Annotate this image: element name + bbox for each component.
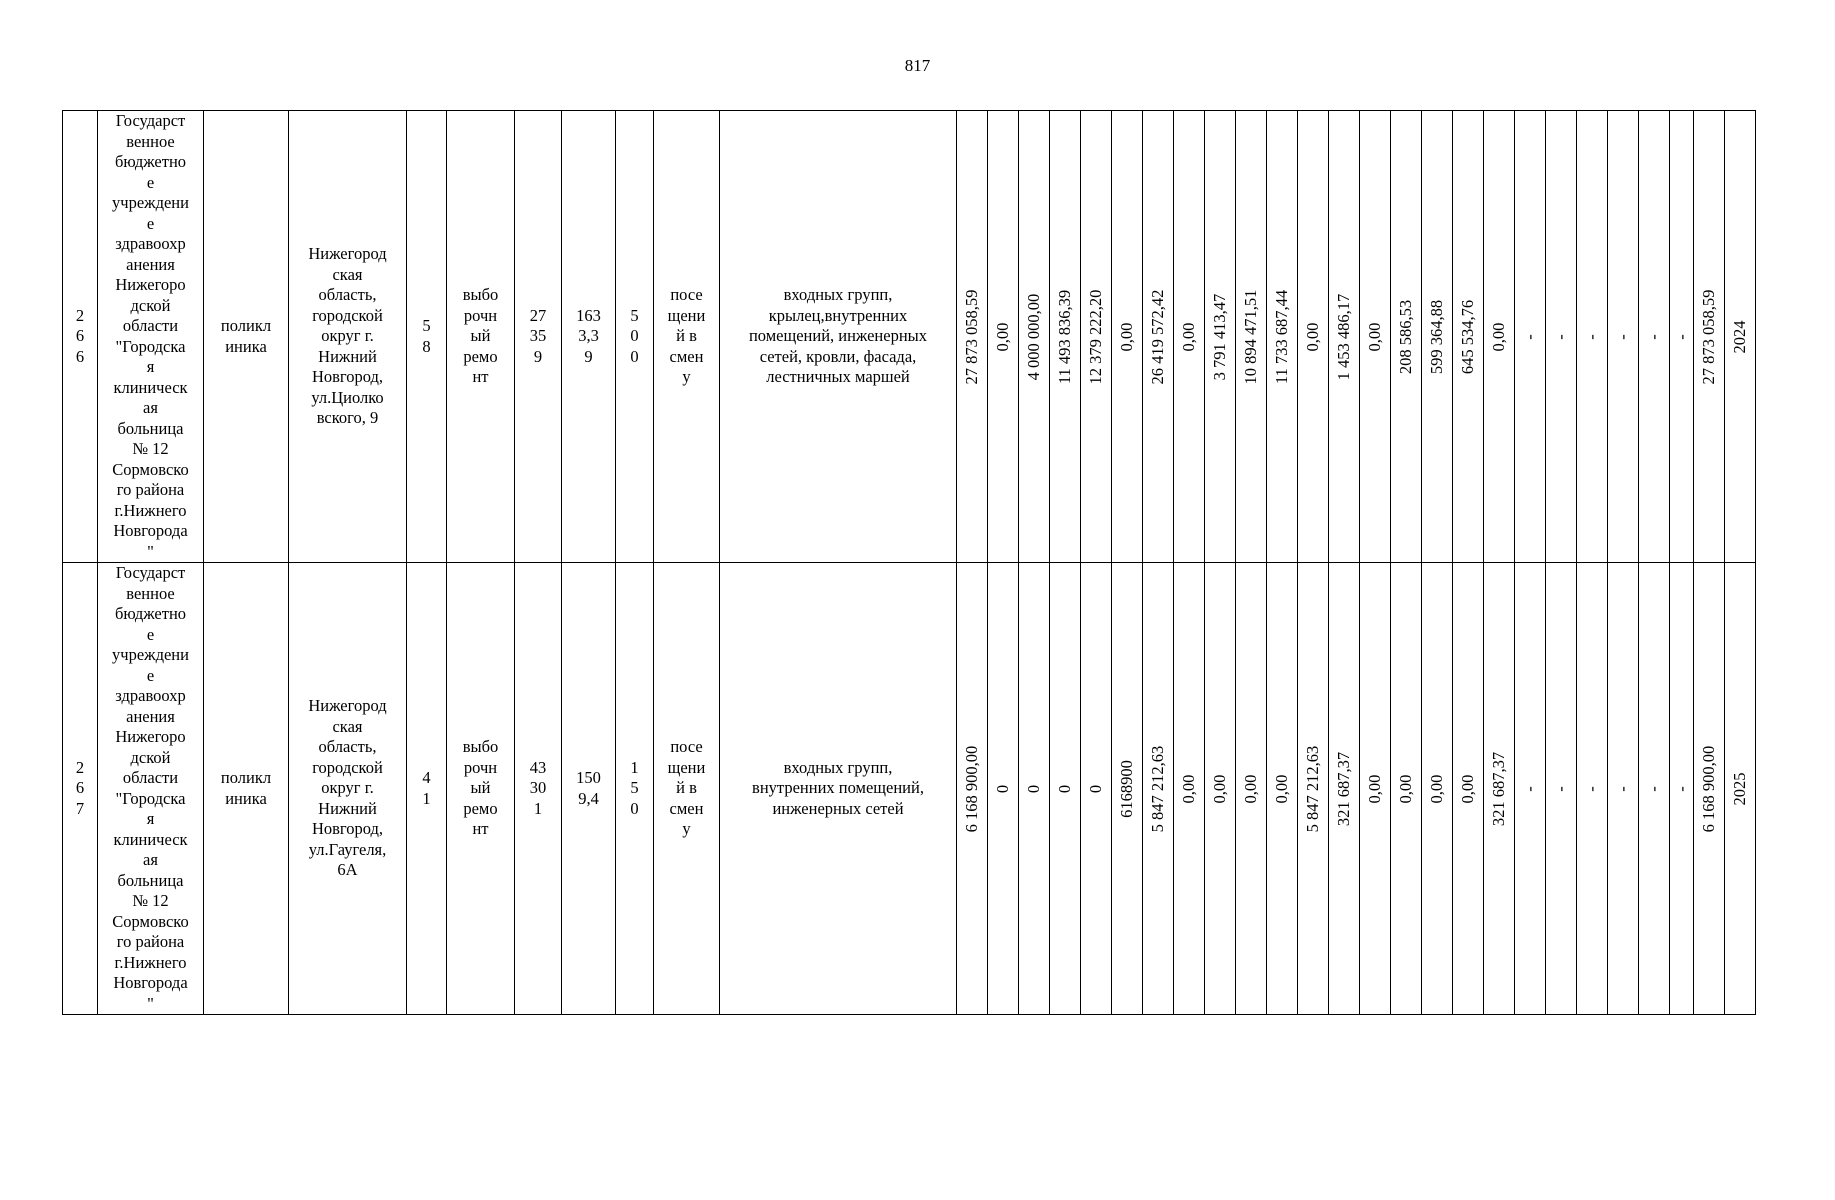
value-text: 11 493 836,39: [1055, 289, 1074, 384]
value-cell: [1360, 563, 1391, 1015]
value-cell: [1143, 563, 1174, 1015]
page-number: 817: [904, 56, 931, 75]
value-text: 0,00: [1241, 774, 1260, 803]
row-number: 2 6 7: [63, 563, 98, 1015]
value-text: 0,00: [1272, 774, 1291, 803]
row-number: 2 6 6: [63, 111, 98, 563]
value-text: -: [1520, 785, 1539, 792]
organization-name: Государст венное бюджетно е учреждени е здравоохр анения Нижегоро дской области "Городска я клиническ ая больница № 12 Сормовско го района г.Нижнего Новгорода ": [98, 563, 204, 1015]
value-cell: [1670, 111, 1694, 563]
value-cell: [1515, 111, 1546, 563]
work-type: выбо рочн ый ремо нт: [447, 563, 515, 1015]
value-cell: [1019, 563, 1050, 1015]
value-cell: [957, 111, 988, 563]
value-cell: [1546, 563, 1577, 1015]
value-cell: [1050, 563, 1081, 1015]
value-text: 5 847 212,63: [1148, 745, 1167, 832]
value-cell: [1453, 563, 1484, 1015]
register-table: [62, 110, 1756, 1015]
value-text: 0,00: [1210, 774, 1229, 803]
value-text: -: [1520, 333, 1539, 340]
value-text: 2025: [1730, 772, 1749, 805]
value-cell: [1484, 563, 1515, 1015]
value-cell: [988, 563, 1019, 1015]
value-cell: [1236, 563, 1267, 1015]
value-text: 0,00: [1117, 322, 1136, 351]
value-cell: [1484, 111, 1515, 563]
value-text: 6168900: [1117, 759, 1136, 818]
value-text: 0,00: [1396, 774, 1415, 803]
value-text: 4 000 000,00: [1024, 293, 1043, 380]
value-cell: [1205, 563, 1236, 1015]
value-text: 321 687,37: [1334, 751, 1353, 826]
table-row: [63, 563, 1756, 1015]
value-text: 1 453 486,17: [1334, 293, 1353, 380]
value-cell: [1112, 111, 1143, 563]
value-cell: [1391, 111, 1422, 563]
value-text: 2024: [1730, 320, 1749, 353]
address: Нижегород ская область, городской округ г. Нижний Новгород, ул.Циолко вского, 9: [289, 111, 407, 563]
value-text: 0,00: [1427, 774, 1446, 803]
value-cell: [1174, 111, 1205, 563]
value-text: 10 894 471,51: [1241, 289, 1260, 384]
value-cell: [1205, 111, 1236, 563]
value-cell: [1298, 563, 1329, 1015]
column-6-value: 43 30 1: [515, 563, 562, 1015]
value-cell: [1267, 563, 1298, 1015]
value-text: 0,00: [993, 322, 1012, 351]
value-text: -: [1582, 333, 1601, 340]
facility-type: поликл иника: [204, 111, 289, 563]
value-text: 0,00: [1458, 774, 1477, 803]
value-text: 0: [1086, 784, 1105, 793]
value-text: 0: [1024, 784, 1043, 793]
capacity-value: 5 0 0: [616, 111, 654, 563]
value-text: 0,00: [1179, 774, 1198, 803]
value-cell: [1112, 563, 1143, 1015]
work-type: выбо рочн ый ремо нт: [447, 111, 515, 563]
value-cell: [1143, 111, 1174, 563]
value-text: 27 873 058,59: [1699, 289, 1718, 384]
area-value: 163 3,3 9: [562, 111, 616, 563]
capacity-unit: посе щени й в смен у: [654, 111, 720, 563]
organization-name: Государст венное бюджетно е учреждени е здравоохр анения Нижегоро дской области "Городска я клиническ ая больница № 12 Сормовско го района г.Нижнего Новгорода ": [98, 111, 204, 563]
value-cell: [1453, 111, 1484, 563]
value-cell: [1725, 563, 1756, 1015]
value-cell: [1360, 111, 1391, 563]
value-cell: [1081, 563, 1112, 1015]
value-cell: [1329, 563, 1360, 1015]
value-cell: [1546, 111, 1577, 563]
value-text: -: [1582, 785, 1601, 792]
value-cell: [1639, 111, 1670, 563]
value-cell: [1422, 563, 1453, 1015]
value-text: 0,00: [1365, 774, 1384, 803]
value-text: 0,00: [1303, 322, 1322, 351]
value-text: 208 586,53: [1396, 299, 1415, 374]
column-6-value: 27 35 9: [515, 111, 562, 563]
value-text: -: [1551, 333, 1570, 340]
value-cell: [1577, 563, 1608, 1015]
value-text: 0,00: [1365, 322, 1384, 351]
value-text: -: [1644, 333, 1663, 340]
value-text: 6 168 900,00: [962, 745, 981, 832]
value-cell: [1050, 111, 1081, 563]
area-value: 150 9,4: [562, 563, 616, 1015]
column-4-value: 4 1: [407, 563, 447, 1015]
value-text: -: [1671, 785, 1691, 792]
value-cell: [1639, 563, 1670, 1015]
value-text: 0: [993, 784, 1012, 793]
value-text: -: [1671, 333, 1691, 340]
value-text: -: [1613, 333, 1632, 340]
value-cell: [1608, 111, 1639, 563]
value-text: 645 534,76: [1458, 299, 1477, 374]
value-text: -: [1613, 785, 1632, 792]
value-cell: [1577, 111, 1608, 563]
value-cell: [1515, 563, 1546, 1015]
value-text: 11 733 687,44: [1272, 289, 1291, 384]
value-text: 599 364,88: [1427, 299, 1446, 374]
value-text: 26 419 572,42: [1148, 289, 1167, 384]
value-cell: [1019, 111, 1050, 563]
value-text: 27 873 058,59: [962, 289, 981, 384]
facility-type: поликл иника: [204, 563, 289, 1015]
value-cell: [1608, 563, 1639, 1015]
value-cell: [988, 111, 1019, 563]
value-cell: [1174, 563, 1205, 1015]
work-description: входных групп, крылец,внутренних помещений, инженерных сетей, кровли, фасада, лестничных маршей: [720, 111, 957, 563]
value-text: 12 379 222,20: [1086, 289, 1105, 384]
value-cell: [1329, 111, 1360, 563]
value-text: 321 687,37: [1489, 751, 1508, 826]
value-cell: [957, 563, 988, 1015]
value-text: -: [1644, 785, 1663, 792]
value-cell: [1391, 563, 1422, 1015]
value-text: -: [1551, 785, 1570, 792]
value-cell: [1267, 111, 1298, 563]
capacity-value: 1 5 0: [616, 563, 654, 1015]
value-cell: [1694, 111, 1725, 563]
address: Нижегород ская область, городской округ г. Нижний Новгород, ул.Гаугеля, 6А: [289, 563, 407, 1015]
capacity-unit: посе щени й в смен у: [654, 563, 720, 1015]
value-text: 0,00: [1489, 322, 1508, 351]
value-text: 0,00: [1179, 322, 1198, 351]
table-row: [63, 111, 1756, 563]
work-description: входных групп, внутренних помещений, инженерных сетей: [720, 563, 957, 1015]
value-cell: [1298, 111, 1329, 563]
value-text: 3 791 413,47: [1210, 293, 1229, 380]
column-4-value: 5 8: [407, 111, 447, 563]
value-cell: [1422, 111, 1453, 563]
value-cell: [1081, 111, 1112, 563]
value-cell: [1725, 111, 1756, 563]
value-text: 0: [1055, 784, 1074, 793]
value-text: 6 168 900,00: [1699, 745, 1718, 832]
value-text: 5 847 212,63: [1303, 745, 1322, 832]
value-cell: [1694, 563, 1725, 1015]
value-cell: [1236, 111, 1267, 563]
value-cell: [1670, 563, 1694, 1015]
